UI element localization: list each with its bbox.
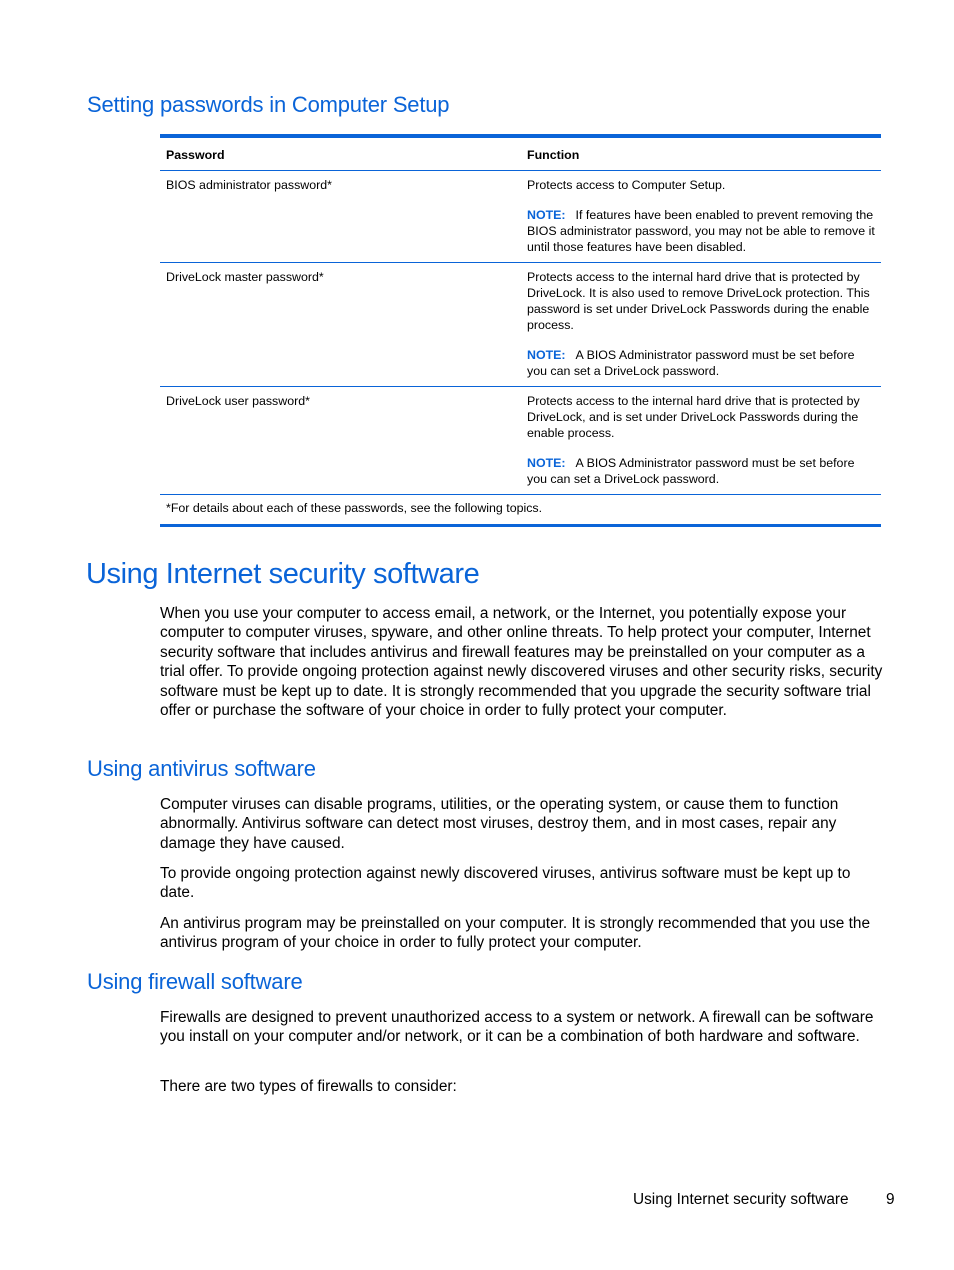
table-header-row: [160, 138, 881, 171]
password-cell: DriveLock user password*: [166, 394, 310, 408]
page-number: 9: [886, 1191, 895, 1208]
note: [527, 207, 875, 255]
function-text: Protects access to the internal hard drive that is protected by DriveLock. It is also used to remove DriveLock protection. This password is set under DriveLock Passwords during the enable process.: [527, 270, 870, 332]
section-heading-internet-security: Using Internet security software: [86, 558, 480, 590]
column-header-password: Password: [166, 148, 225, 162]
function-cell: [521, 387, 881, 495]
note-text: If features have been enabled to prevent removing the BIOS administrator password, you may not be able to remove it until those features have been disabled.: [527, 208, 875, 254]
antivirus-paragraph-1: Computer viruses can disable programs, utilities, or the operating system, or cause them to function abnormally. Antivirus software can detect most viruses, destroy them, and in most cases, repair any damage they have caused.: [160, 796, 839, 852]
function-cell: [521, 171, 881, 263]
note-label: NOTE:: [527, 456, 566, 470]
antivirus-paragraph-3: An antivirus program may be preinstalled on your computer. It is strongly recommended that you use the antivirus program of your choice in order to fully protect your computer.: [160, 915, 871, 952]
note-text: A BIOS Administrator password must be set before you can set a DriveLock password.: [527, 456, 855, 486]
firewall-paragraph-1: Firewalls are designed to prevent unauthorized access to a system or network. A firewall can be software you install on your computer and/or network, or it can be a combination of both hardware and software.: [160, 1009, 874, 1046]
section-heading-antivirus: Using antivirus software: [87, 756, 316, 781]
table-row: [160, 263, 881, 387]
antivirus-paragraph-2: To provide ongoing protection against newly discovered viruses, antivirus software must be kept up to date.: [160, 865, 851, 902]
note-label: NOTE:: [527, 208, 566, 222]
section-heading-setting-passwords: Setting passwords in Computer Setup: [87, 92, 450, 117]
function-text: Protects access to Computer Setup.: [527, 178, 726, 192]
password-table: [160, 134, 881, 527]
table-row: [160, 387, 881, 495]
firewall-paragraph-2: There are two types of firewalls to consider:: [160, 1078, 457, 1095]
note-text: A BIOS Administrator password must be set before you can set a DriveLock password.: [527, 348, 855, 378]
section-heading-firewall: Using firewall software: [87, 969, 303, 994]
table-footnote: *For details about each of these passwords, see the following topics.: [166, 501, 543, 515]
note: [527, 347, 875, 379]
footer-section-title: Using Internet security software: [633, 1191, 849, 1208]
function-cell: [521, 263, 881, 387]
internet-security-paragraph: When you use your computer to access email, a network, or the Internet, you potentially expose your computer to computer viruses, spyware, and other online threats. To help protect your computer, Internet security software that includes antivirus and firewall features may be preinstalled on your computer as a trial offer. To provide ongoing protection against newly discovered viruses and other security risks, security software must be kept up to date. It is strongly recommended that you upgrade the security software trial offer or purchase the software of your choice in order to fully protect your computer.: [160, 605, 883, 720]
password-cell: DriveLock master password*: [166, 270, 324, 284]
note: [527, 455, 875, 487]
table-row: [160, 171, 881, 263]
table-footnote-row: [160, 495, 881, 525]
note-label: NOTE:: [527, 348, 566, 362]
column-header-function: Function: [527, 148, 580, 162]
function-text: Protects access to the internal hard drive that is protected by DriveLock, and is set under DriveLock Passwords during the enable process.: [527, 394, 860, 440]
password-cell: BIOS administrator password*: [166, 178, 332, 192]
